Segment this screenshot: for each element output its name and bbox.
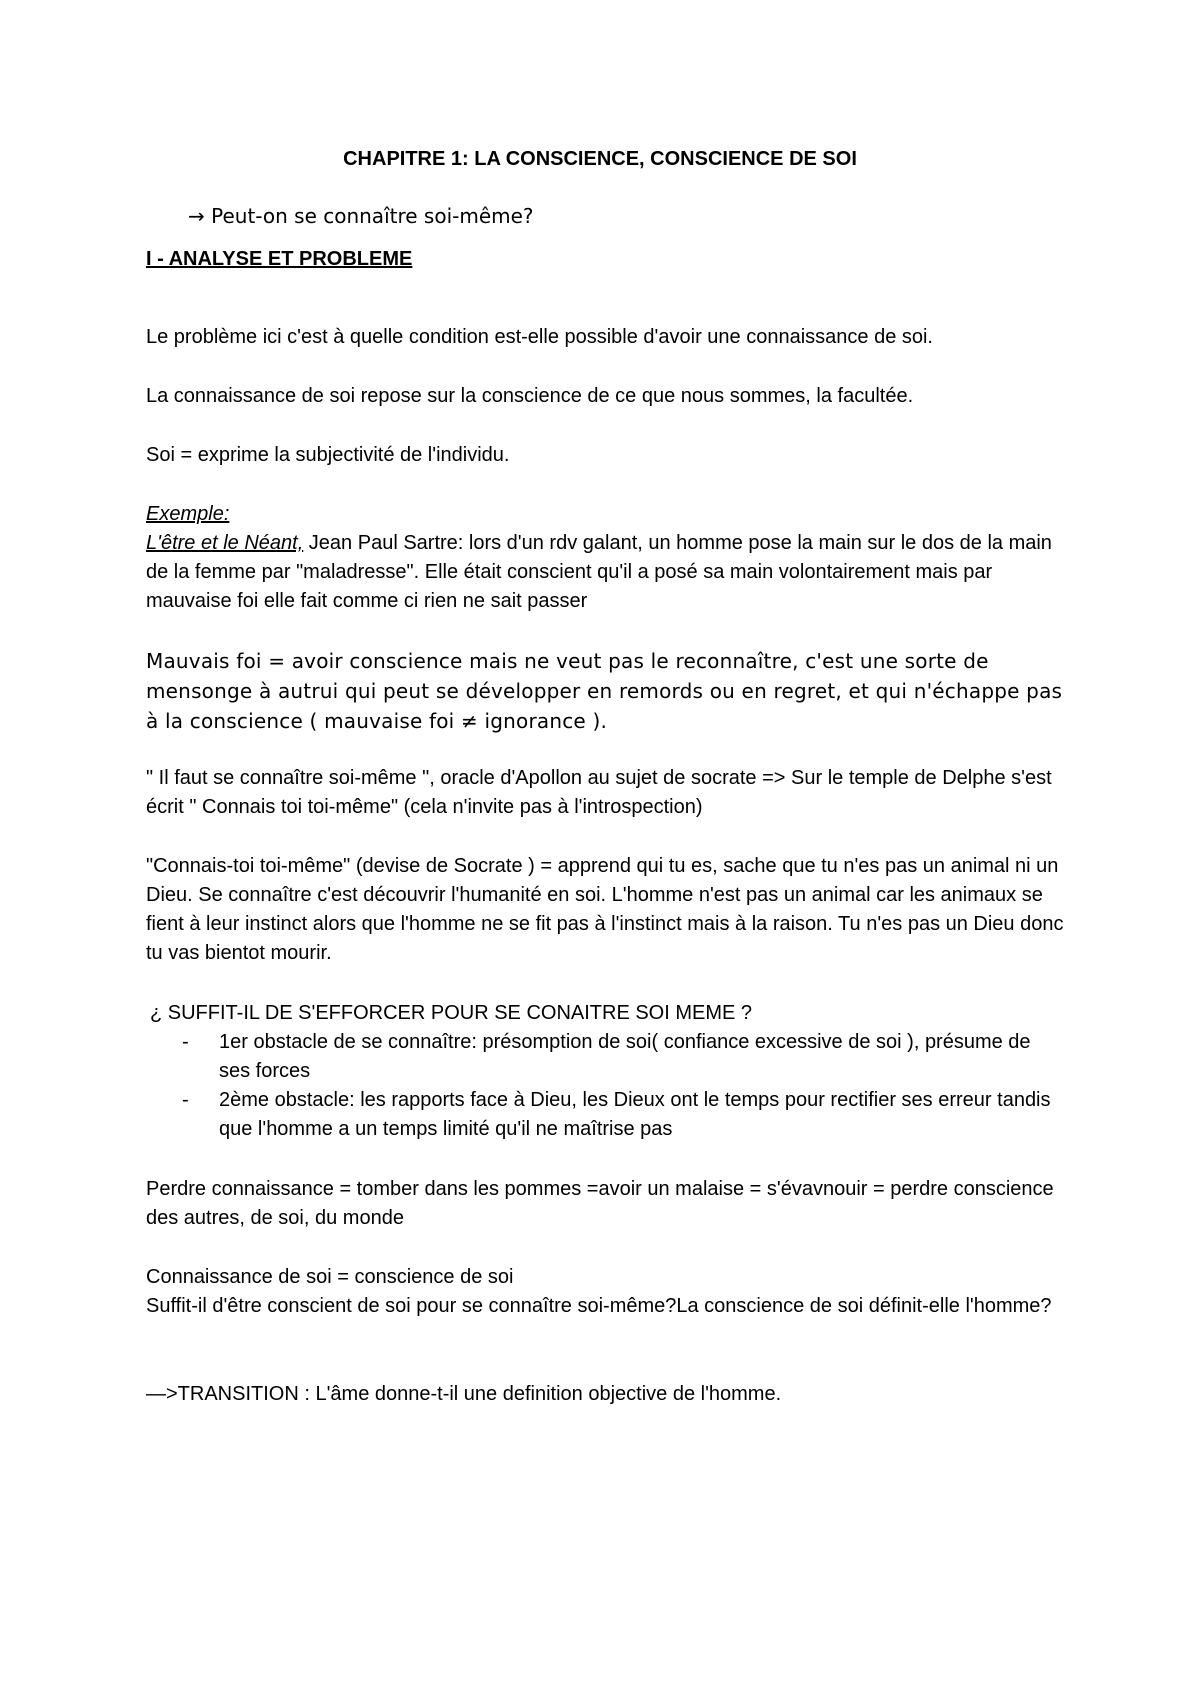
paragraph-mauvaise-foi: Mauvais foi = avoir conscience mais ne veut pas le reconnaître, c'est une sorte de mensonge à autrui qui peut se développer en remords ou en regret, et qui n'échappe pas à la conscience ( mauvaise foi ≠ ignorance ). <box>146 649 1063 733</box>
book-title: L'être et le Néant, <box>146 532 304 554</box>
chapter-title: CHAPITRE 1: LA CONSCIENCE, CONSCIENCE DE SOI <box>343 148 857 170</box>
list-item-text: 2ème obstacle: les rapports face à Dieu, les Dieux ont le temps pour rectifier ses erreur tandis que l'homme a un temps limité qu'il ne maîtrise pas <box>219 1089 1051 1140</box>
paragraph-equation: Connaissance de soi = conscience de soi <box>146 1266 514 1288</box>
example-body: Jean Paul Sartre: lors d'un rdv galant, un homme pose la main sur le dos de la main de la femme par "maladresse". Elle était conscient qu'il a posé sa main volontairement mais par mauvaise foi elle fait comme ci rien ne sait passer <box>146 532 1052 612</box>
paragraph-connais-toi: "Connais-toi toi-même" (devise de Socrate ) = apprend qui tu es, sache que tu n'es pas un animal ni un Dieu. Se connaître c'est découvrir l'humanité en soi. L'homme n'est pas un animal car les animaux se fient à leur instinct alors que l'homme ne se fit pas à l'instinct mais à la raison. Tu n'es pas un Dieu donc tu vas bientot mourir. <box>146 855 1064 964</box>
paragraph-soi-definition: Soi = exprime la subjectivité de l'individu. <box>146 444 510 466</box>
guiding-question: → Peut-on se connaître soi-même? <box>188 204 534 228</box>
list-item-text: 1er obstacle de se connaître: présomption de soi( confiance excessive de soi ), présume de ses forces <box>219 1031 1031 1082</box>
suffit-heading: ¿ SUFFIT-IL DE S'EFFORCER POUR SE CONAITRE SOI MEME ? <box>150 1002 753 1024</box>
example-block <box>146 500 1066 616</box>
paragraph-perdre-connaissance: Perdre connaissance = tomber dans les pommes =avoir un malaise = s'évavnouir = perdre conscience des autres, de soi, du monde <box>146 1178 1054 1229</box>
list-bullet: - <box>182 1089 189 1111</box>
section-heading: I - ANALYSE ET PROBLEME <box>146 248 413 270</box>
transition: —>TRANSITION : L'âme donne-t-il une definition objective de l'homme. <box>146 1383 782 1405</box>
example-label: Exemple: <box>146 503 230 525</box>
paragraph-problem: Le problème ici c'est à quelle condition est-elle possible d'avoir une connaissance de soi. <box>146 326 933 348</box>
list-item <box>146 1028 1066 1086</box>
obstacles-list <box>146 1028 1066 1144</box>
paragraph-connaissance: La connaissance de soi repose sur la conscience de ce que nous sommes, la facultée. <box>146 385 914 407</box>
paragraph-oracle: " Il faut se connaître soi-même ", oracle d'Apollon au sujet de socrate => Sur le temple de Delphe s'est écrit " Connais toi toi-même" (cela n'invite pas à l'introspection) <box>146 767 1052 818</box>
list-item <box>146 1086 1066 1144</box>
list-bullet: - <box>182 1031 189 1053</box>
paragraph-question: Suffit-il d'être conscient de soi pour se connaître soi-même?La conscience de soi définit-elle l'homme? <box>146 1295 1052 1317</box>
example-text <box>146 529 1066 616</box>
